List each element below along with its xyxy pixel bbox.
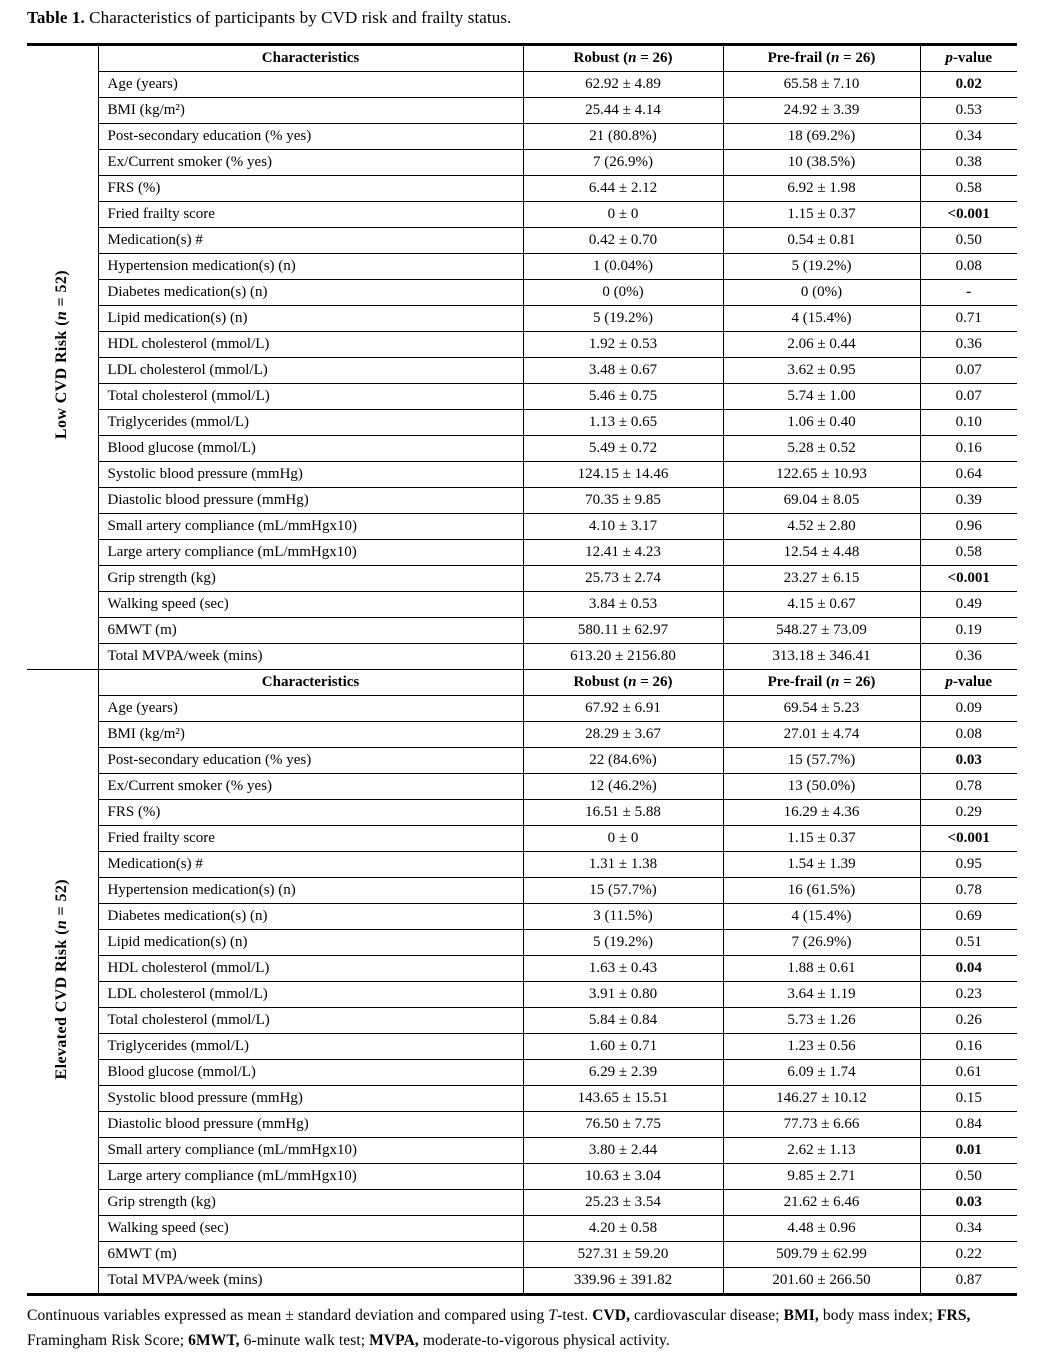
table-row: [27, 618, 1017, 644]
prefrail-value-cell: 2.62 ± 1.13: [723, 1138, 920, 1164]
column-header-characteristics: [98, 45, 523, 72]
characteristic-cell: Medication(s) #: [98, 228, 523, 254]
table-row: [27, 280, 1017, 306]
pvalue-cell: 0.69: [920, 904, 1017, 930]
text-segment: n: [628, 50, 637, 66]
pvalue-cell: 0.26: [920, 1008, 1017, 1034]
robust-value-cell: 70.35 ± 9.85: [523, 488, 723, 514]
header-row: [27, 45, 1017, 72]
robust-value-cell: 3 (11.5%): [523, 904, 723, 930]
table-row: [27, 176, 1017, 202]
table-row: [27, 748, 1017, 774]
robust-value-cell: 6.29 ± 2.39: [523, 1060, 723, 1086]
prefrail-value-cell: 3.64 ± 1.19: [723, 982, 920, 1008]
pvalue-cell: -: [920, 280, 1017, 306]
table-row: [27, 72, 1017, 98]
prefrail-value-cell: 509.79 ± 62.99: [723, 1242, 920, 1268]
table-row: [27, 1086, 1017, 1112]
prefrail-value-cell: 4.15 ± 0.67: [723, 592, 920, 618]
text-segment: Low CVD Risk (: [53, 320, 71, 440]
prefrail-value-cell: 1.15 ± 0.37: [723, 826, 920, 852]
characteristic-cell: Post-secondary education (% yes): [98, 124, 523, 150]
pvalue-cell: 0.29: [920, 800, 1017, 826]
prefrail-value-cell: 3.62 ± 0.95: [723, 358, 920, 384]
table-row: [27, 98, 1017, 124]
column-header-robust: [523, 670, 723, 696]
text-segment: CVD,: [592, 1307, 631, 1324]
text-segment: = 26): [839, 674, 876, 690]
robust-value-cell: 5 (19.2%): [523, 930, 723, 956]
characteristic-cell: Medication(s) #: [98, 852, 523, 878]
prefrail-value-cell: 24.92 ± 3.39: [723, 98, 920, 124]
table-row: [27, 1164, 1017, 1190]
robust-value-cell: 62.92 ± 4.89: [523, 72, 723, 98]
prefrail-value-cell: 122.65 ± 10.93: [723, 462, 920, 488]
prefrail-value-cell: 5.73 ± 1.26: [723, 1008, 920, 1034]
pvalue-cell: 0.58: [920, 540, 1017, 566]
prefrail-value-cell: 10 (38.5%): [723, 150, 920, 176]
column-header-prefrail: [723, 670, 920, 696]
characteristic-cell: Hypertension medication(s) (n): [98, 878, 523, 904]
robust-value-cell: 0 ± 0: [523, 202, 723, 228]
table-row: [27, 826, 1017, 852]
prefrail-value-cell: 15 (57.7%): [723, 748, 920, 774]
table-row: [27, 566, 1017, 592]
prefrail-value-cell: 313.18 ± 346.41: [723, 644, 920, 670]
pvalue-cell: 0.78: [920, 774, 1017, 800]
prefrail-value-cell: 23.27 ± 6.15: [723, 566, 920, 592]
text-segment: Continuous variables expressed as mean ± standard deviation and compared using: [27, 1307, 549, 1324]
prefrail-value-cell: 1.23 ± 0.56: [723, 1034, 920, 1060]
characteristic-cell: Blood glucose (mmol/L): [98, 436, 523, 462]
prefrail-value-cell: 69.04 ± 8.05: [723, 488, 920, 514]
table-row: [27, 1008, 1017, 1034]
text-segment: Robust (: [573, 50, 629, 66]
prefrail-value-cell: 13 (50.0%): [723, 774, 920, 800]
text-segment: BMI,: [783, 1307, 819, 1324]
robust-value-cell: 1.60 ± 0.71: [523, 1034, 723, 1060]
robust-value-cell: 1.92 ± 0.53: [523, 332, 723, 358]
robust-value-cell: 3.48 ± 0.67: [523, 358, 723, 384]
text-segment: -test.: [557, 1307, 593, 1324]
pvalue-cell: 0.39: [920, 488, 1017, 514]
pvalue-cell: 0.15: [920, 1086, 1017, 1112]
prefrail-value-cell: 18 (69.2%): [723, 124, 920, 150]
robust-value-cell: 21 (80.8%): [523, 124, 723, 150]
robust-value-cell: 339.96 ± 391.82: [523, 1268, 723, 1295]
pvalue-cell: 0.01: [920, 1138, 1017, 1164]
text-segment: cardiovascular disease;: [630, 1307, 784, 1324]
characteristic-cell: BMI (kg/m²): [98, 722, 523, 748]
characteristic-cell: Grip strength (kg): [98, 1190, 523, 1216]
pvalue-cell: 0.87: [920, 1268, 1017, 1295]
robust-value-cell: 1 (0.04%): [523, 254, 723, 280]
robust-value-cell: 1.63 ± 0.43: [523, 956, 723, 982]
robust-value-cell: 7 (26.9%): [523, 150, 723, 176]
characteristic-cell: Hypertension medication(s) (n): [98, 254, 523, 280]
table-row: [27, 1216, 1017, 1242]
prefrail-value-cell: 6.09 ± 1.74: [723, 1060, 920, 1086]
text-segment: = 26): [636, 50, 673, 66]
robust-value-cell: 16.51 ± 5.88: [523, 800, 723, 826]
robust-value-cell: 25.23 ± 3.54: [523, 1190, 723, 1216]
prefrail-value-cell: 1.54 ± 1.39: [723, 852, 920, 878]
pvalue-cell: 0.23: [920, 982, 1017, 1008]
pvalue-cell: 0.38: [920, 150, 1017, 176]
prefrail-value-cell: 4.52 ± 2.80: [723, 514, 920, 540]
pvalue-cell: 0.96: [920, 514, 1017, 540]
pvalue-cell: 0.04: [920, 956, 1017, 982]
pvalue-cell: 0.02: [920, 72, 1017, 98]
characteristics-table: [27, 43, 1017, 1296]
text-segment: n: [831, 50, 840, 66]
table-row: [27, 254, 1017, 280]
text-segment: Characteristics: [261, 50, 360, 66]
column-header-pvalue: [920, 670, 1017, 696]
table-row: [27, 436, 1017, 462]
characteristic-cell: Lipid medication(s) (n): [98, 306, 523, 332]
characteristic-cell: Total cholesterol (mmol/L): [98, 384, 523, 410]
prefrail-value-cell: 4 (15.4%): [723, 306, 920, 332]
table-row: [27, 1190, 1017, 1216]
text-segment: n: [628, 674, 637, 690]
characteristic-cell: FRS (%): [98, 176, 523, 202]
robust-value-cell: 12 (46.2%): [523, 774, 723, 800]
prefrail-value-cell: 4.48 ± 0.96: [723, 1216, 920, 1242]
text-segment: body mass index;: [818, 1307, 937, 1324]
table-row: [27, 306, 1017, 332]
prefrail-value-cell: 21.62 ± 6.46: [723, 1190, 920, 1216]
prefrail-value-cell: 6.92 ± 1.98: [723, 176, 920, 202]
characteristic-cell: Total MVPA/week (mins): [98, 1268, 523, 1295]
characteristic-cell: Systolic blood pressure (mmHg): [98, 1086, 523, 1112]
prefrail-value-cell: 4 (15.4%): [723, 904, 920, 930]
robust-value-cell: 28.29 ± 3.67: [523, 722, 723, 748]
table-caption: Characteristics of participants by CVD risk and frailty status.: [89, 8, 512, 27]
pvalue-cell: 0.51: [920, 930, 1017, 956]
pvalue-cell: 0.78: [920, 878, 1017, 904]
pvalue-cell: <0.001: [920, 202, 1017, 228]
pvalue-cell: <0.001: [920, 826, 1017, 852]
pvalue-cell: 0.36: [920, 332, 1017, 358]
text-segment: -value: [952, 674, 993, 690]
characteristic-cell: Diastolic blood pressure (mmHg): [98, 1112, 523, 1138]
table-footnote: [27, 1303, 1031, 1353]
table-row: [27, 852, 1017, 878]
robust-value-cell: 580.11 ± 62.97: [523, 618, 723, 644]
prefrail-value-cell: 0.54 ± 0.81: [723, 228, 920, 254]
text-segment: moderate-to-vigorous physical activity.: [418, 1332, 670, 1350]
pvalue-cell: 0.84: [920, 1112, 1017, 1138]
text-segment: Pre-frail (: [767, 674, 832, 690]
text-segment: Characteristics: [261, 674, 360, 690]
table-row: [27, 1034, 1017, 1060]
text-segment: -value: [952, 50, 993, 66]
section-label-text: [53, 270, 71, 439]
robust-value-cell: 25.44 ± 4.14: [523, 98, 723, 124]
robust-value-cell: 67.92 ± 6.91: [523, 696, 723, 722]
table-row: [27, 358, 1017, 384]
pvalue-cell: 0.50: [920, 1164, 1017, 1190]
characteristic-cell: Blood glucose (mmol/L): [98, 1060, 523, 1086]
prefrail-value-cell: 16.29 ± 4.36: [723, 800, 920, 826]
characteristic-cell: Lipid medication(s) (n): [98, 930, 523, 956]
table-row: [27, 1242, 1017, 1268]
table-row: [27, 696, 1017, 722]
characteristic-cell: LDL cholesterol (mmol/L): [98, 982, 523, 1008]
table-row: [27, 202, 1017, 228]
pvalue-cell: 0.09: [920, 696, 1017, 722]
characteristic-cell: Age (years): [98, 696, 523, 722]
pvalue-cell: 0.49: [920, 592, 1017, 618]
robust-value-cell: 10.63 ± 3.04: [523, 1164, 723, 1190]
robust-value-cell: 5.84 ± 0.84: [523, 1008, 723, 1034]
pvalue-cell: 0.07: [920, 384, 1017, 410]
prefrail-value-cell: 0 (0%): [723, 280, 920, 306]
table-row: [27, 1112, 1017, 1138]
characteristic-cell: Ex/Current smoker (% yes): [98, 150, 523, 176]
table-number-label: Table 1.: [27, 8, 85, 27]
characteristic-cell: BMI (kg/m²): [98, 98, 523, 124]
characteristic-cell: HDL cholesterol (mmol/L): [98, 956, 523, 982]
column-header-prefrail: [723, 45, 920, 72]
column-header-pvalue: [920, 45, 1017, 72]
prefrail-value-cell: 201.60 ± 266.50: [723, 1268, 920, 1295]
characteristic-cell: Diastolic blood pressure (mmHg): [98, 488, 523, 514]
characteristic-cell: FRS (%): [98, 800, 523, 826]
text-segment: = 52): [53, 270, 71, 312]
section-label-text: [53, 879, 71, 1079]
characteristic-cell: Triglycerides (mmol/L): [98, 410, 523, 436]
prefrail-value-cell: 1.06 ± 0.40: [723, 410, 920, 436]
table-row: [27, 332, 1017, 358]
pvalue-cell: 0.08: [920, 254, 1017, 280]
table-row: [27, 1138, 1017, 1164]
pvalue-cell: 0.03: [920, 748, 1017, 774]
table-row: [27, 878, 1017, 904]
text-segment: = 26): [636, 674, 673, 690]
characteristic-cell: Fried frailty score: [98, 202, 523, 228]
prefrail-value-cell: 548.27 ± 73.09: [723, 618, 920, 644]
robust-value-cell: 4.10 ± 3.17: [523, 514, 723, 540]
robust-value-cell: 76.50 ± 7.75: [523, 1112, 723, 1138]
table-row: [27, 124, 1017, 150]
pvalue-cell: <0.001: [920, 566, 1017, 592]
characteristic-cell: Small artery compliance (mL/mmHgx10): [98, 514, 523, 540]
characteristic-cell: Large artery compliance (mL/mmHgx10): [98, 540, 523, 566]
table-row: [27, 514, 1017, 540]
section-low-cvd-risk: [27, 45, 1017, 670]
text-segment: p: [945, 674, 953, 690]
robust-value-cell: 613.20 ± 2156.80: [523, 644, 723, 670]
characteristic-cell: 6MWT (m): [98, 618, 523, 644]
text-segment: Elevated CVD Risk (: [53, 928, 71, 1080]
pvalue-cell: 0.03: [920, 1190, 1017, 1216]
table-row: [27, 722, 1017, 748]
characteristic-cell: Walking speed (sec): [98, 592, 523, 618]
pvalue-cell: 0.50: [920, 228, 1017, 254]
robust-value-cell: 124.15 ± 14.46: [523, 462, 723, 488]
characteristic-cell: Total cholesterol (mmol/L): [98, 1008, 523, 1034]
prefrail-value-cell: 146.27 ± 10.12: [723, 1086, 920, 1112]
robust-value-cell: 3.84 ± 0.53: [523, 592, 723, 618]
characteristic-cell: Diabetes medication(s) (n): [98, 904, 523, 930]
prefrail-value-cell: 5 (19.2%): [723, 254, 920, 280]
prefrail-value-cell: 27.01 ± 4.74: [723, 722, 920, 748]
prefrail-value-cell: 5.74 ± 1.00: [723, 384, 920, 410]
text-segment: MVPA,: [369, 1332, 419, 1350]
robust-value-cell: 3.91 ± 0.80: [523, 982, 723, 1008]
column-header-robust: [523, 45, 723, 72]
table-row: [27, 228, 1017, 254]
table-row: [27, 150, 1017, 176]
table-row: [27, 644, 1017, 670]
section-elevated-cvd-risk: [27, 670, 1017, 1295]
characteristic-cell: Small artery compliance (mL/mmHgx10): [98, 1138, 523, 1164]
pvalue-cell: 0.61: [920, 1060, 1017, 1086]
pvalue-cell: 0.36: [920, 644, 1017, 670]
text-segment: Framingham Risk Score;: [27, 1332, 189, 1350]
prefrail-value-cell: 69.54 ± 5.23: [723, 696, 920, 722]
prefrail-value-cell: 5.28 ± 0.52: [723, 436, 920, 462]
characteristic-cell: Grip strength (kg): [98, 566, 523, 592]
pvalue-cell: 0.71: [920, 306, 1017, 332]
characteristic-cell: Post-secondary education (% yes): [98, 748, 523, 774]
text-segment: 6-minute walk test;: [239, 1332, 370, 1350]
robust-value-cell: 15 (57.7%): [523, 878, 723, 904]
prefrail-value-cell: 1.88 ± 0.61: [723, 956, 920, 982]
table-row: [27, 1060, 1017, 1086]
table-row: [27, 774, 1017, 800]
characteristic-cell: Systolic blood pressure (mmHg): [98, 462, 523, 488]
prefrail-value-cell: 1.15 ± 0.37: [723, 202, 920, 228]
characteristic-cell: Total MVPA/week (mins): [98, 644, 523, 670]
robust-value-cell: 3.80 ± 2.44: [523, 1138, 723, 1164]
pvalue-cell: 0.16: [920, 436, 1017, 462]
pvalue-cell: 0.19: [920, 618, 1017, 644]
pvalue-cell: 0.10: [920, 410, 1017, 436]
header-row: [27, 670, 1017, 696]
pvalue-cell: 0.07: [920, 358, 1017, 384]
column-header-characteristics: [98, 670, 523, 696]
prefrail-value-cell: 7 (26.9%): [723, 930, 920, 956]
table-row: [27, 488, 1017, 514]
text-segment: n: [831, 674, 840, 690]
table-row: [27, 800, 1017, 826]
prefrail-value-cell: 16 (61.5%): [723, 878, 920, 904]
robust-value-cell: 143.65 ± 15.51: [523, 1086, 723, 1112]
table-row: [27, 956, 1017, 982]
text-segment: T: [548, 1307, 558, 1324]
pvalue-cell: 0.34: [920, 1216, 1017, 1242]
pvalue-cell: 0.58: [920, 176, 1017, 202]
robust-value-cell: 5.49 ± 0.72: [523, 436, 723, 462]
prefrail-value-cell: 2.06 ± 0.44: [723, 332, 920, 358]
characteristic-cell: Large artery compliance (mL/mmHgx10): [98, 1164, 523, 1190]
text-segment: FRS,: [936, 1307, 971, 1324]
characteristic-cell: Triglycerides (mmol/L): [98, 1034, 523, 1060]
robust-value-cell: 12.41 ± 4.23: [523, 540, 723, 566]
robust-value-cell: 1.31 ± 1.38: [523, 852, 723, 878]
characteristic-cell: Age (years): [98, 72, 523, 98]
robust-value-cell: 22 (84.6%): [523, 748, 723, 774]
robust-value-cell: 527.31 ± 59.20: [523, 1242, 723, 1268]
text-segment: = 52): [53, 878, 71, 920]
characteristic-cell: Walking speed (sec): [98, 1216, 523, 1242]
prefrail-value-cell: 9.85 ± 2.71: [723, 1164, 920, 1190]
pvalue-cell: 0.34: [920, 124, 1017, 150]
characteristic-cell: Ex/Current smoker (% yes): [98, 774, 523, 800]
characteristic-cell: 6MWT (m): [98, 1242, 523, 1268]
robust-value-cell: 0 ± 0: [523, 826, 723, 852]
text-segment: Pre-frail (: [767, 50, 832, 66]
characteristic-cell: HDL cholesterol (mmol/L): [98, 332, 523, 358]
text-segment: n: [53, 311, 71, 321]
robust-value-cell: 4.20 ± 0.58: [523, 1216, 723, 1242]
robust-value-cell: 0.42 ± 0.70: [523, 228, 723, 254]
table-row: [27, 1268, 1017, 1295]
table-row: [27, 462, 1017, 488]
robust-value-cell: 5 (19.2%): [523, 306, 723, 332]
pvalue-cell: 0.08: [920, 722, 1017, 748]
robust-value-cell: 6.44 ± 2.12: [523, 176, 723, 202]
pvalue-cell: 0.53: [920, 98, 1017, 124]
table-row: [27, 930, 1017, 956]
robust-value-cell: 1.13 ± 0.65: [523, 410, 723, 436]
text-segment: 6MWT,: [188, 1332, 240, 1350]
text-segment: p: [945, 50, 953, 66]
text-segment: n: [53, 919, 71, 929]
table-row: [27, 982, 1017, 1008]
pvalue-cell: 0.95: [920, 852, 1017, 878]
section-label-low-cvd-risk: [27, 45, 98, 670]
pvalue-cell: 0.64: [920, 462, 1017, 488]
characteristic-cell: LDL cholesterol (mmol/L): [98, 358, 523, 384]
page-title: [27, 8, 1052, 28]
prefrail-value-cell: 77.73 ± 6.66: [723, 1112, 920, 1138]
robust-value-cell: 25.73 ± 2.74: [523, 566, 723, 592]
table-row: [27, 384, 1017, 410]
pvalue-cell: 0.16: [920, 1034, 1017, 1060]
table-row: [27, 904, 1017, 930]
table-row: [27, 592, 1017, 618]
text-segment: = 26): [839, 50, 876, 66]
text-segment: Robust (: [573, 674, 629, 690]
prefrail-value-cell: 65.58 ± 7.10: [723, 72, 920, 98]
characteristic-cell: Fried frailty score: [98, 826, 523, 852]
table-row: [27, 410, 1017, 436]
pvalue-cell: 0.22: [920, 1242, 1017, 1268]
section-label-elevated-cvd-risk: [27, 670, 98, 1295]
robust-value-cell: 5.46 ± 0.75: [523, 384, 723, 410]
prefrail-value-cell: 12.54 ± 4.48: [723, 540, 920, 566]
table-row: [27, 540, 1017, 566]
characteristic-cell: Diabetes medication(s) (n): [98, 280, 523, 306]
robust-value-cell: 0 (0%): [523, 280, 723, 306]
